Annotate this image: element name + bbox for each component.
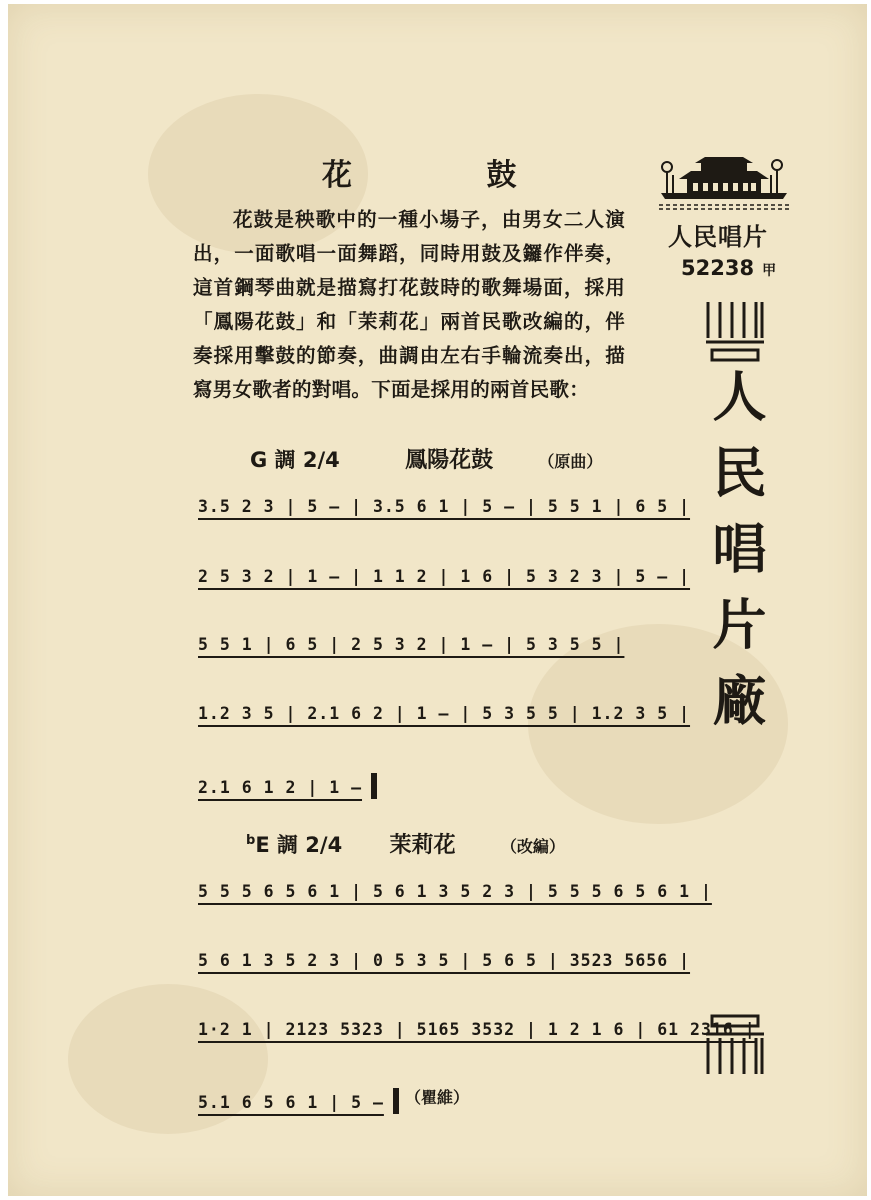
time-signature: 2/4 [302, 448, 340, 472]
song-key: $^b$E 調 [246, 833, 298, 857]
song-heading [250, 443, 602, 474]
notation-line: 1·2 1 | 2123 5323 | 5165 3532 | 1 2 1 6 | 61 2316 | [198, 1020, 756, 1039]
notation-line: 5 6 1 3 5 2 3 | 0 5 3 5 | 5 6 5 | 3523 5656 | [198, 951, 691, 970]
song-note: （原曲） [538, 452, 603, 471]
intro-paragraph: 花鼓是秧歌中的一種小場子，由男女二人演出，一面歌唱一面舞蹈，同時用鼓及鑼作伴奏，這首鋼琴曲就是描寫打花鼓時的歌舞場面，採用「鳳陽花鼓」和「茉莉花」兩首民歌改編的，伴奏採用擊鼓的節奏，曲調由左右手輪流奏出，描寫男女歌者的對唱。下面是採用的兩首民歌： [193, 208, 625, 401]
song-note: （改編） [500, 837, 565, 856]
notation-line: 1.2 3 5 | 2.1 6 2 | 1 — | 5 3 5 5 | 1.2 3 5 | [198, 704, 691, 723]
flat-sign: b [246, 833, 256, 848]
final-barline [367, 778, 377, 797]
song-key: G 調 [250, 448, 296, 472]
notation-line: 2 5 3 2 | 1 — | 1 1 2 | 1 6 | 5 3 2 3 | 5 — | [198, 567, 691, 586]
record-number [681, 256, 776, 280]
song-heading [246, 828, 565, 859]
vertical-brand-banner [702, 298, 768, 1078]
time-signature: 2/4 [305, 833, 343, 857]
notation-line-final [198, 773, 377, 799]
vertical-brand-text: 人民唱片廠 [704, 368, 767, 748]
final-barline [389, 1093, 399, 1112]
notation-line: 3.5 2 3 | 5 — | 3.5 6 1 | 5 — | 5 5 1 | 6 5 | [198, 497, 691, 516]
page-title: 花 鼓 [322, 158, 579, 193]
notation-line: 2.1 6 1 2 | 1 — [198, 778, 363, 797]
notation-line: 5 5 5 6 5 6 1 | 5 6 1 3 5 2 3 | 5 5 5 6 5 6 1 | [198, 882, 712, 901]
song-title: 鳳陽花鼓 [405, 448, 494, 473]
record-side: 甲 [762, 263, 777, 279]
company-logo-text: 人民唱片 [668, 223, 768, 251]
notation-line: 5 5 1 | 6 5 | 2 5 3 2 | 1 — | 5 3 5 5 | [198, 635, 625, 654]
record-number-value: 52238 [681, 256, 755, 280]
notation-line: 5.1 6 5 6 1 | 5 — [198, 1093, 384, 1112]
composer-credit: （瞿維） [405, 1088, 470, 1107]
song-title: 茉莉花 [389, 833, 456, 858]
notation-line-final [198, 1088, 399, 1114]
